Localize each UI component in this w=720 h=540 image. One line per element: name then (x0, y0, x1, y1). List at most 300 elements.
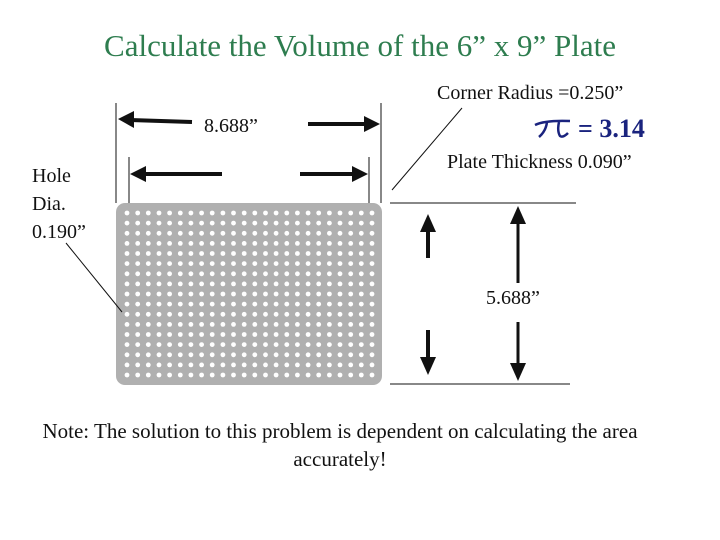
plate-hole (274, 373, 279, 378)
plate-hole (146, 211, 151, 216)
plate-hole (295, 231, 300, 236)
plate-hole (359, 231, 364, 236)
plate-hole (125, 211, 130, 216)
plate-hole (178, 302, 183, 307)
plate-hole (231, 322, 236, 327)
plate-hole (316, 332, 321, 337)
plate-hole (189, 221, 194, 226)
plate-hole (274, 221, 279, 226)
plate-hole (359, 342, 364, 347)
plate-hole (167, 302, 172, 307)
plate-hole (274, 363, 279, 368)
plate-hole (189, 363, 194, 368)
plate-hole (263, 241, 268, 246)
plate-hole (295, 352, 300, 357)
plate-hole (263, 373, 268, 378)
plate-hole (231, 282, 236, 287)
plate-hole (359, 261, 364, 266)
thickness-arrow-up-head (420, 214, 436, 232)
plate-hole (370, 271, 375, 276)
plate-hole (284, 261, 289, 266)
plate-hole (189, 211, 194, 216)
plate-hole (370, 352, 375, 357)
plate-hole (252, 352, 257, 357)
plate-hole (178, 231, 183, 236)
plate-hole (125, 352, 130, 357)
plate-hole (157, 271, 162, 276)
plate-hole (338, 251, 343, 256)
corner-radius-leader (392, 108, 462, 190)
plate-hole (359, 241, 364, 246)
plate-hole (252, 363, 257, 368)
plate-hole (370, 251, 375, 256)
plate-hole (263, 332, 268, 337)
plate-hole (295, 211, 300, 216)
plate-hole (167, 211, 172, 216)
plate-hole (263, 271, 268, 276)
plate-hole (295, 373, 300, 378)
plate-hole (242, 352, 247, 357)
plate-hole (370, 322, 375, 327)
plate-hole (327, 363, 332, 368)
plate-hole (178, 363, 183, 368)
plate-hole (263, 221, 268, 226)
height-arrow-down-head (510, 363, 526, 381)
plate-hole (274, 292, 279, 297)
plate-hole (306, 261, 311, 266)
plate-hole (252, 332, 257, 337)
plate-hole (231, 231, 236, 236)
plate-hole (210, 211, 215, 216)
plate-hole (167, 271, 172, 276)
plate-hole (157, 322, 162, 327)
plate-hole (316, 363, 321, 368)
plate-hole (125, 292, 130, 297)
plate-hole (370, 332, 375, 337)
plate-hole (295, 251, 300, 256)
plate-hole (306, 312, 311, 317)
plate-hole (167, 332, 172, 337)
plate-hole (199, 211, 204, 216)
plate-hole (284, 251, 289, 256)
plate-hole (359, 211, 364, 216)
plate-hole (263, 231, 268, 236)
plate-hole (146, 261, 151, 266)
plate-hole (167, 221, 172, 226)
plate-hole (135, 251, 140, 256)
plate-hole (338, 342, 343, 347)
plate-hole (316, 231, 321, 236)
plate-hole (199, 282, 204, 287)
plate-hole (263, 251, 268, 256)
plate-hole (210, 221, 215, 226)
plate-hole (338, 302, 343, 307)
plate-hole (146, 302, 151, 307)
plate-hole (327, 292, 332, 297)
plate-hole (146, 282, 151, 287)
plate-hole (274, 312, 279, 317)
plate-hole (370, 292, 375, 297)
plate-hole (146, 271, 151, 276)
plate-hole (338, 282, 343, 287)
plate-hole (348, 332, 353, 337)
plate-hole (295, 271, 300, 276)
plate-hole (370, 282, 375, 287)
plate-hole (178, 221, 183, 226)
plate-hole (359, 352, 364, 357)
plate-hole (157, 211, 162, 216)
plate-hole (125, 373, 130, 378)
plate-hole (167, 342, 172, 347)
plate-hole (316, 352, 321, 357)
plate-hole (221, 261, 226, 266)
plate-hole (316, 282, 321, 287)
plate-hole (146, 332, 151, 337)
plate-hole (306, 251, 311, 256)
plate-hole (125, 241, 130, 246)
plate-hole (274, 211, 279, 216)
plate-hole (178, 373, 183, 378)
plate-hole (263, 302, 268, 307)
plate-hole (263, 261, 268, 266)
plate-hole (210, 373, 215, 378)
plate-hole (125, 261, 130, 266)
plate-hole (252, 221, 257, 226)
plate-hole (263, 282, 268, 287)
plate-hole (125, 231, 130, 236)
plate-hole (221, 241, 226, 246)
plate-hole (338, 322, 343, 327)
plate-hole (167, 312, 172, 317)
plate-hole (135, 342, 140, 347)
plate-hole (210, 302, 215, 307)
plate-hole (274, 342, 279, 347)
plate-hole (189, 241, 194, 246)
plate-hole (231, 221, 236, 226)
plate-hole (146, 312, 151, 317)
plate-hole (359, 282, 364, 287)
plate-hole (348, 302, 353, 307)
plate-hole (284, 231, 289, 236)
plate-hole (210, 292, 215, 297)
plate-hole (135, 231, 140, 236)
plate-hole (157, 312, 162, 317)
plate-hole (210, 271, 215, 276)
plate-hole (348, 292, 353, 297)
plate-hole (199, 251, 204, 256)
plate-hole (370, 302, 375, 307)
plate-hole (316, 292, 321, 297)
plate-hole (178, 282, 183, 287)
plate-hole (327, 241, 332, 246)
plate-hole (359, 271, 364, 276)
plate-hole (242, 302, 247, 307)
plate-hole (295, 282, 300, 287)
plate-hole (157, 352, 162, 357)
plate-hole (284, 342, 289, 347)
plate-hole (157, 251, 162, 256)
inner-arrow-right-head (352, 166, 368, 182)
plate-hole (221, 231, 226, 236)
plate-hole (252, 231, 257, 236)
plate-hole (348, 342, 353, 347)
plate-hole (242, 332, 247, 337)
plate-hole (316, 211, 321, 216)
plate-hole (189, 322, 194, 327)
plate-hole (221, 332, 226, 337)
plate-hole (284, 332, 289, 337)
plate-hole (242, 211, 247, 216)
plate-hole (167, 241, 172, 246)
plate-hole (189, 312, 194, 317)
plate-hole (146, 373, 151, 378)
plate-hole (252, 282, 257, 287)
plate-hole (125, 342, 130, 347)
plate-hole (338, 211, 343, 216)
plate-hole (295, 302, 300, 307)
width-arrow-right-head (364, 116, 380, 132)
plate-hole (252, 271, 257, 276)
plate-hole (135, 363, 140, 368)
plate-hole (221, 292, 226, 297)
plate-hole (221, 302, 226, 307)
plate-hole (306, 332, 311, 337)
plate-hole (284, 312, 289, 317)
plate-hole (306, 352, 311, 357)
plate-hole (221, 271, 226, 276)
plate-hole (189, 302, 194, 307)
plate-hole (199, 352, 204, 357)
plate-hole (348, 241, 353, 246)
plate-hole (306, 373, 311, 378)
plate-hole (135, 373, 140, 378)
plate-hole (242, 312, 247, 317)
thickness-arrow-down-head (420, 357, 436, 375)
plate-hole (167, 363, 172, 368)
plate-hole (210, 332, 215, 337)
plate-hole (359, 363, 364, 368)
plate-hole (370, 231, 375, 236)
width-arrow-left-shaft (130, 120, 192, 122)
plate-hole (252, 302, 257, 307)
plate-hole (252, 261, 257, 266)
plate-hole (231, 241, 236, 246)
plate-hole (231, 363, 236, 368)
plate-hole (263, 211, 268, 216)
plate-hole (231, 251, 236, 256)
plate-hole (348, 322, 353, 327)
plate-hole (242, 292, 247, 297)
plate-hole (157, 342, 162, 347)
height-arrow-up-head (510, 206, 526, 224)
plate-hole (306, 221, 311, 226)
plate-hole (125, 271, 130, 276)
plate-hole (231, 211, 236, 216)
plate-hole (274, 352, 279, 357)
plate-hole (252, 251, 257, 256)
plate-hole (146, 241, 151, 246)
plate-hole (210, 251, 215, 256)
plate-hole (199, 241, 204, 246)
plate-hole (284, 271, 289, 276)
plate-hole (338, 241, 343, 246)
plate-hole (189, 271, 194, 276)
plate-hole (210, 352, 215, 357)
plate-hole (338, 231, 343, 236)
plate-hole (348, 211, 353, 216)
plate-hole (146, 352, 151, 357)
plate-hole (252, 241, 257, 246)
plate-hole (242, 342, 247, 347)
plate-hole (135, 282, 140, 287)
plate-hole (231, 352, 236, 357)
plate-hole (199, 342, 204, 347)
plate-hole (157, 261, 162, 266)
plate-hole (274, 282, 279, 287)
plate-hole (178, 342, 183, 347)
plate-hole (189, 373, 194, 378)
plate-hole (189, 231, 194, 236)
plate-hole (263, 322, 268, 327)
plate-hole (348, 363, 353, 368)
plate-hole (199, 271, 204, 276)
plate-hole (125, 221, 130, 226)
plate-hole (210, 231, 215, 236)
plate-hole (242, 241, 247, 246)
plate-hole (221, 211, 226, 216)
plate-hole (327, 322, 332, 327)
plate-hole (167, 231, 172, 236)
plate-hole (167, 261, 172, 266)
pi-symbol-icon (535, 121, 570, 137)
plate-hole (231, 292, 236, 297)
plate-hole (327, 312, 332, 317)
plate-thickness-label: Plate Thickness 0.090” (447, 151, 632, 173)
plate-hole (284, 373, 289, 378)
corner-radius-label: Corner Radius =0.250” (437, 82, 624, 104)
plate-hole (189, 282, 194, 287)
plate-hole (125, 322, 130, 327)
plate-hole (178, 352, 183, 357)
plate-hole (146, 251, 151, 256)
plate-hole (178, 261, 183, 266)
plate-hole (221, 352, 226, 357)
plate-hole (125, 302, 130, 307)
plate-hole (242, 271, 247, 276)
plate-hole (295, 363, 300, 368)
plate-hole (189, 342, 194, 347)
plate-hole (348, 271, 353, 276)
plate-hole (242, 251, 247, 256)
plate-hole (306, 342, 311, 347)
plate-hole (284, 221, 289, 226)
plate-hole (252, 342, 257, 347)
plate-hole (274, 332, 279, 337)
height-label: 5.688” (486, 287, 540, 309)
plate-hole (316, 261, 321, 266)
plate-hole (295, 312, 300, 317)
plate-hole (125, 363, 130, 368)
plate-hole (210, 261, 215, 266)
hole-dia-leader (66, 243, 122, 312)
plate-hole (125, 332, 130, 337)
plate-hole (189, 261, 194, 266)
plate-hole (263, 363, 268, 368)
plate-hole (167, 292, 172, 297)
plate-hole (284, 282, 289, 287)
plate-hole (199, 292, 204, 297)
plate-hole (242, 322, 247, 327)
plate-hole (221, 282, 226, 287)
plate-hole (221, 312, 226, 317)
plate-hole (348, 261, 353, 266)
plate-hole (327, 352, 332, 357)
plate-hole (306, 211, 311, 216)
plate-hole (263, 352, 268, 357)
plate-hole (125, 282, 130, 287)
plate-hole (348, 312, 353, 317)
plate-hole (370, 211, 375, 216)
plate-hole (146, 342, 151, 347)
plate-hole (221, 221, 226, 226)
plate-hole (284, 211, 289, 216)
plate-hole (125, 251, 130, 256)
plate-hole (167, 352, 172, 357)
plate-hole (157, 282, 162, 287)
plate-hole (231, 271, 236, 276)
plate-hole (210, 342, 215, 347)
plate-hole (327, 282, 332, 287)
plate-hole (199, 322, 204, 327)
plate-hole (199, 312, 204, 317)
plate-hole (316, 251, 321, 256)
plate-hole (178, 322, 183, 327)
plate-hole (359, 302, 364, 307)
plate-hole (338, 352, 343, 357)
plate-hole (284, 363, 289, 368)
plate-hole (370, 261, 375, 266)
width-label: 8.688” (204, 115, 258, 137)
plate-hole (242, 221, 247, 226)
plate-hole (135, 302, 140, 307)
plate-hole (370, 312, 375, 317)
plate-hole (359, 312, 364, 317)
plate-hole (242, 261, 247, 266)
plate-hole (189, 352, 194, 357)
plate-hole (327, 211, 332, 216)
plate-hole (359, 322, 364, 327)
plate-hole (146, 322, 151, 327)
plate-hole (231, 302, 236, 307)
plate-hole (135, 312, 140, 317)
plate-hole (135, 211, 140, 216)
plate-hole (242, 373, 247, 378)
plate-hole (348, 221, 353, 226)
plate-hole (146, 221, 151, 226)
plate-hole (284, 352, 289, 357)
plate-hole (359, 373, 364, 378)
plate-hole (316, 373, 321, 378)
plate-hole (306, 363, 311, 368)
plate-hole (327, 342, 332, 347)
plate-hole (157, 363, 162, 368)
inner-arrow-left-head (130, 166, 146, 182)
plate-hole (210, 312, 215, 317)
plate-hole (316, 342, 321, 347)
plate-hole (157, 292, 162, 297)
plate-hole (348, 231, 353, 236)
plate-hole (231, 342, 236, 347)
